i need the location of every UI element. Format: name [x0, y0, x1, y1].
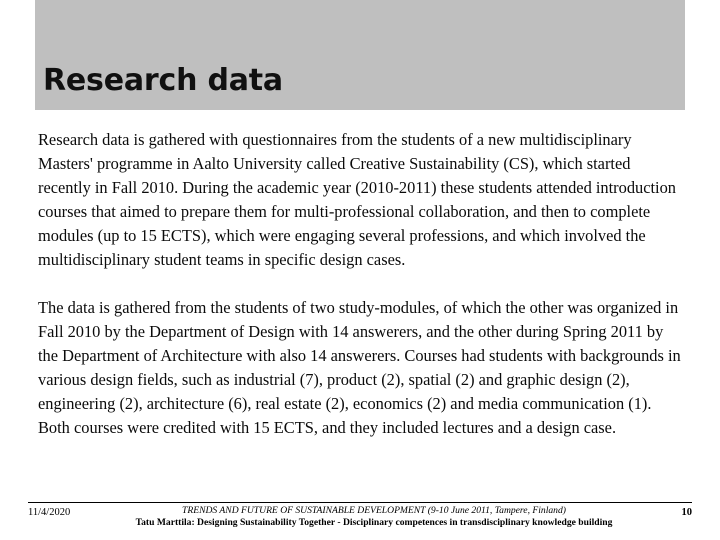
footer-divider	[28, 502, 692, 503]
page-title: Research data	[43, 63, 283, 98]
body-paragraph: The data is gathered from the students of two study-modules, of which the other was organized in Fall 2010 by the Department of Design with 14 answerers, and the other during Spring 2011 by the Department of Architecture with also 14 answerers. Courses had students with backgrounds in various design fields, such as industrial (7), product (2), spatial (2) and graphic design (2), engineering (2), architecture (6), real estate (2), economics (2) and media communication (1). Both courses were credited with 15 ECTS, and they included lectures and a design case.	[38, 297, 681, 438]
footer-presentation-title: Tatu Marttila: Designing Sustainability Together - Disciplinary competences in transdisciplinary knowledge building	[135, 516, 613, 528]
footer-conference-title: TRENDS AND FUTURE OF SUSTAINABLE DEVELOPMENT (9-10 June 2011, Tampere, Finland)	[182, 505, 566, 516]
footer-center-text	[94, 505, 654, 528]
slide-footer	[28, 505, 692, 537]
footer-date: 11/4/2020	[28, 507, 71, 518]
slide-number: 10	[681, 507, 692, 518]
slide-body	[38, 128, 686, 440]
body-paragraph: Research data is gathered with questionnaires from the students of a new multidisciplinary Masters' programme in Aalto University called Creative Sustainability (CS), which started recently in Fall 2010. During the academic year (2010-2011) these students attended introduction courses that aimed to prepare them for multi-professional collaboration, and then to complete modules (up to 15 ECTS), which were engaging several professions, and which involved the multidisciplinary student teams in specific design cases.	[38, 130, 676, 270]
